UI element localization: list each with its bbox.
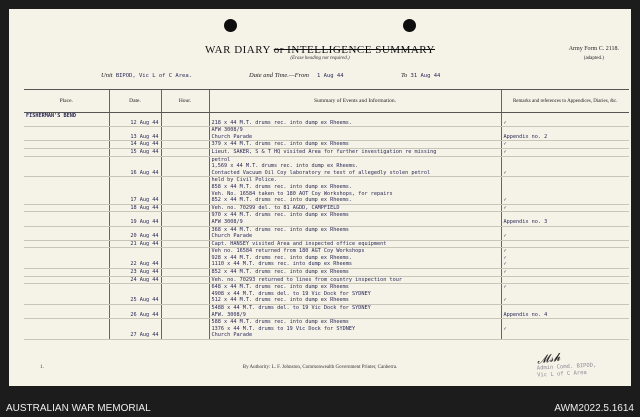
table-row [24,305,629,312]
cell-hour [161,184,209,191]
table-row [24,141,629,149]
cell-summary: 852 x 44 M.T. drums rec. into dump ex Rheems [209,269,501,277]
cell-summary [209,113,501,120]
cell-summary: Veh no. 16584 returned from 180 AGT Coy Workshops [209,248,501,255]
title-war-diary: WAR DIARY [205,44,271,56]
cell-date: 17 Aug 44 [109,197,161,204]
cell-summary: 379 x 44 M.T. drums rec. into dump ex Rheems [209,141,501,149]
cell-summary: AFW. 3008/9 [209,312,501,319]
cell-hour [161,163,209,170]
cell-place [24,191,109,198]
cell-hour [161,170,209,177]
cell-summary: Church Parade [209,233,501,240]
unit-label: Unit [101,72,113,79]
table-header [24,90,629,113]
table-row [24,248,629,255]
cell-summary: Church Parade [209,332,501,339]
cell-remarks [501,332,629,339]
cell-date: 24 Aug 44 [109,276,161,284]
cell-place [24,284,109,291]
cell-hour [161,326,209,333]
form-reference [569,45,619,63]
cell-date [109,291,161,298]
cell-date: 22 Aug 44 [109,261,161,268]
table-row [24,163,629,170]
cell-summary: 1110 x 44 M.T. drums rec. into dump ex Rheems [209,261,501,268]
cell-hour [161,297,209,304]
cell-place [24,212,109,219]
cell-hour [161,204,209,212]
cell-hour [161,269,209,277]
cell-place [24,261,109,268]
table-row [24,170,629,177]
col-hour: Hour. [161,90,209,113]
cell-remarks: ✓ [501,297,629,304]
cell-remarks [501,291,629,298]
col-remarks: Remarks and references to Appendices, Diaries, &c. [501,90,629,113]
cell-place [24,276,109,284]
cell-place [24,269,109,277]
unit-stamp [537,362,597,379]
cell-date: 25 Aug 44 [109,297,161,304]
cell-date [109,319,161,326]
cell-remarks: ✓ [501,255,629,262]
cell-hour [161,148,209,156]
cell-summary: 588 x 44 M.T. drums rec. into dump ex Rheems [209,319,501,326]
cell-place [24,127,109,134]
cell-summary: Church Parade [209,134,501,141]
caption-bar [0,386,640,417]
stamp-line-1: Admin Comd. BIPOD, [537,362,597,372]
table-row [24,226,629,233]
diary-table [24,89,629,340]
cell-summary: 1,569 x 44 M.T. drums rec. into dump ex Rheems. [209,163,501,170]
cell-place [24,248,109,255]
cell-remarks: ✓ [501,261,629,268]
cell-summary: 648 x 44 M.T. drums rec. into dump ex Rheems [209,284,501,291]
cell-remarks: Appendix no. 2 [501,134,629,141]
table-row [24,297,629,304]
cell-place [24,233,109,240]
cell-remarks: ✓ [501,120,629,127]
table-row [24,191,629,198]
cell-remarks [501,212,629,219]
table-row [24,148,629,156]
cell-remarks [501,305,629,312]
to-label: To [401,72,408,79]
cell-place [24,319,109,326]
cell-remarks [501,156,629,163]
cell-hour [161,226,209,233]
cell-summary: Veh. No. 16584 taken to 180 AOT Coy Workshops, for repairs [209,191,501,198]
cell-date [109,191,161,198]
table-row [24,312,629,319]
cell-date [109,113,161,120]
cell-remarks: ✓ [501,326,629,333]
cell-remarks: ✓ [501,197,629,204]
cell-place [24,141,109,149]
cell-place [24,297,109,304]
date-label: Date and Time.—From [249,72,309,79]
cell-date: 26 Aug 44 [109,312,161,319]
table-row [24,204,629,212]
cell-place [24,255,109,262]
cell-date [109,305,161,312]
cell-hour [161,197,209,204]
cell-remarks [501,113,629,120]
cell-remarks [501,226,629,233]
cell-place [24,291,109,298]
cell-hour [161,291,209,298]
cell-summary: Veh. no. 70299 del. to 81 AGDD, CAMPFIELD [209,204,501,212]
page-title [9,44,631,56]
table-row [24,184,629,191]
cell-summary: Capt. HANSEY visited Area and inspected office equipment [209,240,501,248]
cell-place [24,156,109,163]
table-row [24,177,629,184]
cell-summary: 1376 x 44 M.T. drums to 19 Vic Dock for SYDNEY [209,326,501,333]
caption-institution: AUSTRALIAN WAR MEMORIAL [6,403,151,414]
table-row [24,113,629,120]
cell-remarks: ✓ [501,204,629,212]
cell-summary: 858 x 44 M.T. drums rec. into dump ex Rheems. [209,184,501,191]
cell-place [24,197,109,204]
cell-place [24,177,109,184]
col-place: Place. [24,90,109,113]
cell-summary: Contacted Vacuum Oil Coy laboratory re test of allegedly stolen petrol [209,170,501,177]
cell-date [109,163,161,170]
cell-hour [161,305,209,312]
cell-place [24,240,109,248]
cell-date: 19 Aug 44 [109,219,161,226]
cell-summary: 970 x 44 M.T. drums rec. into dump ex Rheems [209,212,501,219]
cell-hour [161,332,209,339]
cell-hour [161,240,209,248]
cell-date: 13 Aug 44 [109,134,161,141]
cell-hour [161,134,209,141]
cell-place: FISHERMAN'S BEND [26,113,76,119]
table-row [24,134,629,141]
table-row [24,269,629,277]
cell-date: 16 Aug 44 [109,170,161,177]
cell-summary: AFW 3008/9 [209,219,501,226]
cell-date: 14 Aug 44 [109,141,161,149]
cell-place [24,120,109,127]
cell-place [24,134,109,141]
cell-hour [161,276,209,284]
cell-place [24,312,109,319]
cell-summary: 4908 x 44 M.T. drums del. to 19 Vic Dock for SYDNEY [209,291,501,298]
cell-remarks [501,191,629,198]
title-struck: or INTELLIGENCE SUMMARY [273,44,435,56]
diary-page [9,9,631,386]
cell-date: 20 Aug 44 [109,233,161,240]
cell-summary: 928 x 44 M.T. drums rec. into dump ex Rheems. [209,255,501,262]
table-row [24,197,629,204]
caption-accession: AWM2022.5.1614 [554,403,634,414]
cell-summary: 852 x 44 M.T. drums rec. into dump ex Rheems. [209,197,501,204]
table-row [24,326,629,333]
cell-place [24,305,109,312]
cell-place [24,219,109,226]
cell-hour [161,177,209,184]
cell-hour [161,219,209,226]
cell-date [109,226,161,233]
cell-hour [161,312,209,319]
cell-date [109,284,161,291]
cell-summary: petrol [209,156,501,163]
cell-remarks: ✓ [501,170,629,177]
cell-place [24,332,109,339]
cell-summary: held by Civil Police. [209,177,501,184]
cell-remarks [501,276,629,284]
table-row [24,319,629,326]
cell-remarks: Appendix no. 3 [501,219,629,226]
cell-place [24,148,109,156]
cell-remarks: ✓ [501,269,629,277]
cell-summary: Veh. no. 70293 returned to lines from country inspection tour [209,276,501,284]
form-number: Army Form C. 2118. [568,46,619,52]
cell-hour [161,233,209,240]
officer-signature: 𝓜𝓈𝓱 [536,351,562,367]
cell-date [109,326,161,333]
cell-date [109,177,161,184]
cell-summary: AFW 3008/9 [209,127,501,134]
form-adapted: (adapted.) [583,56,604,61]
cell-summary: 512 x 44 M.T. drums rec. into dump ex Rheems [209,297,501,304]
cell-date [109,248,161,255]
table-row [24,276,629,284]
col-date: Date. [109,90,161,113]
cell-hour [161,113,209,120]
cell-summary: Lieut. SAKER, S & T HQ visited Area for further investigation re missing [209,148,501,156]
punch-hole-right [403,19,416,32]
cell-remarks [501,319,629,326]
cell-place [24,326,109,333]
table-row [24,127,629,134]
cell-date: 21 Aug 44 [109,240,161,248]
cell-remarks [501,163,629,170]
cell-date: 23 Aug 44 [109,269,161,277]
table-row [24,240,629,248]
cell-date [109,212,161,219]
cell-date [109,127,161,134]
cell-hour [161,156,209,163]
punch-hole-left [224,19,237,32]
cell-hour [161,284,209,291]
cell-summary: 368 x 44 M.T. drums rec. into dump ex Rheems [209,226,501,233]
table-row [24,233,629,240]
cell-place [24,184,109,191]
date-from: 1 Aug 44 [317,73,344,79]
cell-hour [161,255,209,262]
cell-remarks [501,127,629,134]
cell-remarks [501,184,629,191]
table-row [24,284,629,291]
cell-remarks: ✓ [501,248,629,255]
table-row [24,212,629,219]
cell-date [109,156,161,163]
cell-hour [161,212,209,219]
cell-hour [161,141,209,149]
cell-date: 27 Aug 44 [109,332,161,339]
cell-remarks: ✓ [501,141,629,149]
cell-summary: 5488 x 44 M.T. drums del. to 19 Vic Dock for SYDNEY [209,305,501,312]
cell-place [24,226,109,233]
cell-hour [161,191,209,198]
page-number: 1. [40,365,44,370]
table-row [24,156,629,163]
cell-remarks: Appendix no. 4 [501,312,629,319]
cell-summary: 218 x 44 M.T. drums rec. into dump ex Rheems. [209,120,501,127]
table-row [24,255,629,262]
cell-date [109,184,161,191]
cell-remarks [501,240,629,248]
cell-date: 15 Aug 44 [109,148,161,156]
table-row [24,332,629,339]
cell-hour [161,127,209,134]
table-row [24,219,629,226]
cell-date: 18 Aug 44 [109,204,161,212]
to-line [401,72,440,79]
table-row [24,261,629,268]
cell-hour [161,261,209,268]
cell-remarks: ✓ [501,284,629,291]
cell-hour [161,120,209,127]
unit-value: BIPOD, Vic L of C Area. [115,73,192,79]
cell-place [24,163,109,170]
printer-line: By Authority: L. F. Johnston, Commonwealth Government Printer, Canberra. [242,365,398,370]
cell-date: 12 Aug 44 [109,120,161,127]
cell-hour [161,319,209,326]
date-to: 31 Aug 44 [410,73,441,79]
cell-hour [161,248,209,255]
cell-remarks [501,177,629,184]
cell-place [24,170,109,177]
title-note: (Erase heading not required.) [290,56,350,61]
col-summary: Summary of Events and Information. [209,90,501,113]
table-row [24,291,629,298]
cell-remarks: ✓ [501,148,629,156]
table-row [24,120,629,127]
cell-remarks: ✓ [501,233,629,240]
cell-place [24,204,109,212]
unit-line [101,72,192,79]
diary-rows [24,113,629,340]
date-line [249,72,344,79]
cell-date [109,255,161,262]
stamp-line-2: Vic L of C Area [537,369,588,379]
